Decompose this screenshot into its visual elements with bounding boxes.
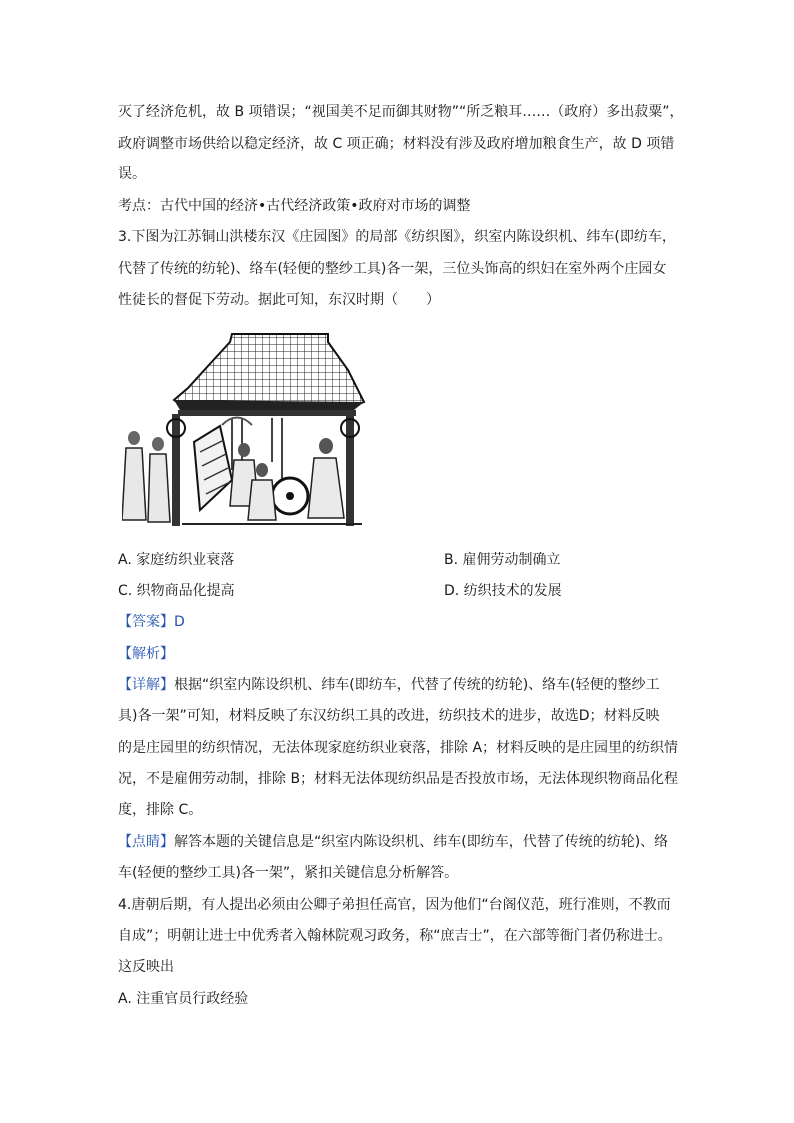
text-line: 政府调整市场供给以稳定经济，故 C 项正确；材料没有涉及政府增加粮食生产，故 D 项错 [118,136,675,152]
question-4-option-a: A. 注重官员行政经验 [118,991,249,1007]
answer-label: 【答案】D [118,614,185,630]
analysis-heading [118,644,678,664]
question-4-text: 这反映出 [118,959,174,975]
detail-line: 况，不是雇佣劳动制，排除 B；材料无法体现纺织品是否投放市场，无法体现织物商品化程 [118,771,679,787]
option-d: D. 纺织技术的发展 [444,583,562,599]
comment-text: 解答本题的关键信息是“织室内陈设织机、纬车(即纺车，代替了传统的纺轮)、络 [174,834,669,850]
detail-line: 的是庄园里的纺织情况，无法体现家庭纺织业衰落，排除 A；材料反映的是庄园里的纺织情 [118,740,679,756]
exam-point-line: 考点：古代中国的经济•古代经济政策•政府对市场的调整 [118,198,471,214]
comment-label: 【点睛】 [118,834,174,850]
option-b: B. 雇佣劳动制确立 [444,552,561,568]
text-line: 误。 [118,166,146,182]
question-4-text: 自成”；明朝让进士中优秀者入翰林院观习政务，称“庶吉士”，在六部等衙门者仍称进士。 [118,928,672,944]
detail-line: 度，排除 C。 [118,802,203,818]
question-3-text: 3.下图为江苏铜山洪楼东汉《庄园图》的局部《纺织图》，织室内陈设织机、纬车(即纺车， [118,229,676,245]
detail-line [118,675,678,695]
detail-line: 具)各一架”可知，材料反映了东汉纺织工具的改进，纺织技术的进步，故选D；材料反映 [118,708,660,724]
question-4-text: 4.唐朝后期，有人提出必须由公卿子弟担任高官，因为他们“台阁仪范，班行准则，不教而 [118,897,671,913]
text-line: 灭了经济危机，故 B 项错误；“视国美不足而御其财物”“所乏粮耳……（政府）多出菽粟”， [118,104,684,120]
comment-line [118,832,678,852]
comment-line: 车(轻便的整纱工具)各一架”，紧扣关键信息分析解答。 [118,865,459,881]
option-c: C. 织物商品化提高 [118,583,235,599]
answer-line [118,612,678,632]
analysis-label: 【解析】 [118,646,174,662]
question-3-text: 代替了传统的纺轮)、络车(轻便的整纱工具)各一架，三位头饰高的织妇在室外两个庄园女 [118,261,667,277]
weaving-scene-illustration [122,330,367,530]
detail-label: 【详解】 [118,677,174,693]
option-a: A. 家庭纺织业衰落 [118,552,235,568]
question-3-text: 性徒长的督促下劳动。据此可知，东汉时期（ ） [118,292,440,308]
detail-text: 根据“织室内陈设织机、纬车(即纺车，代替了传统的纺轮)、络车(轻便的整纱工 [174,677,660,693]
